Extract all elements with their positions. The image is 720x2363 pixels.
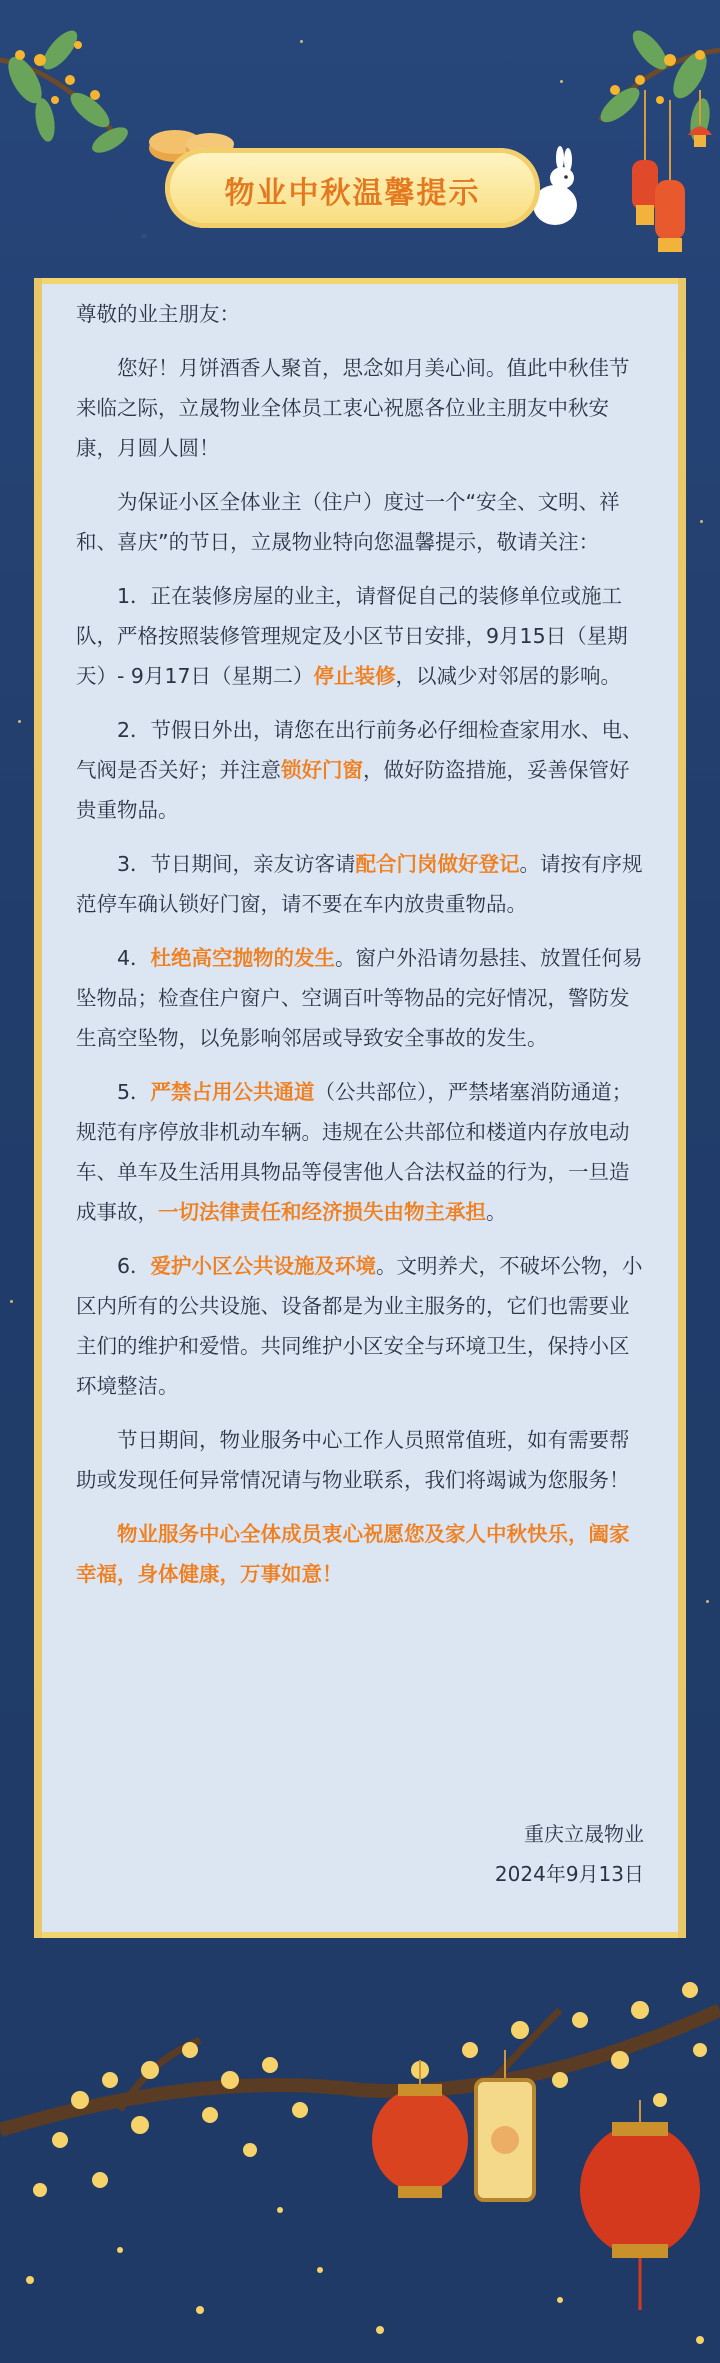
closing-wish: 物业服务中心全体成员衷心祝愿您及家人中秋快乐，阖家幸福，身体健康，万事如意！ (76, 1522, 630, 1586)
item-highlight: 一切法律责任和经济损失由物主承担 (158, 1200, 486, 1224)
lantern-branch-icon (0, 1950, 720, 2363)
duty-paragraph: 节日期间，物业服务中心工作人员照常值班，如有需要帮助或发现任何异常情况请与物业联系，我们将竭诚为您服务！ (76, 1428, 630, 1492)
item-highlight: 爱护小区公共设施及环境 (150, 1254, 377, 1278)
signature-block (424, 1814, 644, 1894)
item-highlight: 配合门岗做好登记 (355, 852, 520, 876)
paper-edge (678, 278, 686, 1938)
notice-item-4 (76, 938, 644, 1058)
item-text: 。 (486, 1200, 507, 1224)
item-text: 。请按有序规范停车确认锁好门窗，请不要在车内放贵重物品。 (76, 852, 643, 916)
item-text: 。窗户外沿请勿悬挂、放置任何易坠物品；检查住户窗户、空调百叶等物品的完好情况，警防发生高空坠物，以免影响邻居或导致安全事故的发生。 (76, 946, 643, 1050)
paper-edge (34, 278, 42, 1938)
item-text: （公共部位），严禁堵塞消防通道；规范有序停放非机动车辆。违规在公共部位和楼道内存放电动车、单车及生活用具物品等侵害他人合法权益的行为，一旦造成事故， (76, 1080, 633, 1224)
item-text: 6． (117, 1254, 151, 1278)
star-decor (10, 1300, 13, 1303)
star-decor (700, 520, 703, 523)
item-text: 2．节假日外出，请您在出行前务必仔细检查家用水、电、气阀是否关好；并注意 (76, 718, 643, 782)
notice-item-5 (76, 1072, 644, 1232)
title-banner (165, 148, 540, 228)
footer-decoration (0, 1950, 720, 2363)
header-decoration (0, 0, 720, 260)
star-decor (706, 1600, 709, 1603)
item-text: 3．节日期间，亲友访客请 (117, 852, 356, 876)
notice-date: 2024年9月13日 (494, 1862, 644, 1886)
item-text: 5． (117, 1080, 151, 1104)
notice-paper (42, 278, 678, 1938)
intro-paragraph: 您好！月饼酒香人聚首，思念如月美心间。值此中秋佳节来临之际，立晟物业全体员工衷心祝愿各位业主朋友中秋安康，月圆人圆！ (76, 356, 630, 460)
item-highlight: 锁好门窗 (281, 758, 363, 782)
notice-item-2 (76, 710, 644, 830)
notice-body (76, 294, 644, 1608)
notice-item-6 (76, 1246, 644, 1406)
item-text: 。文明养犬，不破坏公物，小区内所有的公共设施、设备都是为业主服务的，它们也需要业主们的维护和爱惜。共同维护小区安全与环境卫生，保持小区环境整洁。 (76, 1254, 643, 1398)
company-name: 重庆立晟物业 (524, 1822, 644, 1846)
notice-item-3 (76, 844, 644, 924)
item-text: 4． (117, 946, 151, 970)
item-highlight: 严禁占用公共通道 (150, 1080, 315, 1104)
item-text: ，以减少对邻居的影响。 (395, 664, 622, 688)
lead-paragraph: 为保证小区全体业主（住户）度过一个“安全、文明、祥和、喜庆”的节日，立晟物业特向您温馨提示，敬请关注： (76, 490, 620, 554)
star-decor (18, 720, 21, 723)
item-highlight: 停止装修 (313, 664, 396, 688)
page-title: 物业中秋温馨提示 (224, 176, 481, 211)
notice-item-1 (76, 576, 644, 696)
item-highlight: 杜绝高空抛物的发生 (150, 946, 336, 970)
item-text: ，做好防盗措施，妥善保管好贵重物品。 (76, 758, 630, 822)
greeting: 尊敬的业主朋友： (76, 302, 240, 326)
item-text: 1．正在装修房屋的业主，请督促自己的装修单位或施工队，严格按照装修管理规定及小区节日安排，9月15日（星期天）- 9月17日（星期二） (76, 584, 628, 688)
